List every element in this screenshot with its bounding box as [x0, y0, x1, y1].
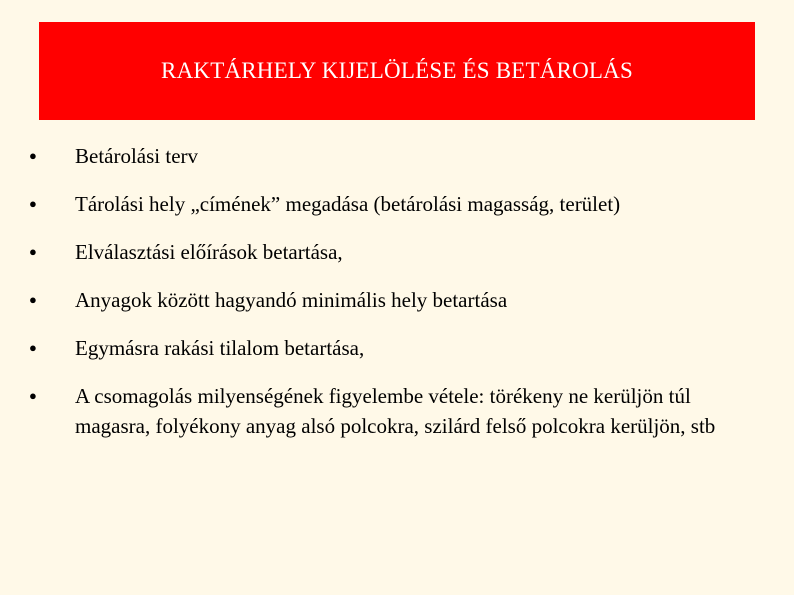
title-banner [39, 22, 755, 120]
bullet-item-5 [28, 333, 758, 363]
bullet-dot-icon: ● [29, 148, 37, 163]
bullet-dot-icon: ● [29, 244, 37, 259]
bullet-item-3 [28, 237, 758, 267]
bullet-item-1 [28, 141, 758, 171]
bullet-dot-icon: ● [29, 340, 37, 355]
bullet-dot-icon: ● [29, 388, 37, 403]
bullet-text-4: Anyagok között hagyandó minimális hely betartása [75, 288, 508, 312]
bullet-item-4 [28, 285, 758, 315]
slide-title: RAKTÁRHELY KIJELÖLÉSE ÉS BETÁROLÁS [161, 58, 633, 83]
bullet-item-2 [28, 189, 758, 219]
bullet-text-6: A csomagolás milyenségének figyelembe vétele: törékeny ne kerüljön túl magasra, folyékony anyag alsó polcokra, szilárd felső polcokra kerüljön, stb [75, 384, 716, 438]
bullet-item-6 [28, 381, 758, 441]
bullet-text-5: Egymásra rakási tilalom betartása, [75, 336, 365, 360]
bullet-text-2: Tárolási hely „címének” megadása (betárolási magasság, terület) [75, 192, 621, 216]
bullet-dot-icon: ● [29, 196, 37, 211]
bullet-text-1: Betárolási terv [75, 144, 199, 168]
bullet-dot-icon: ● [29, 292, 37, 307]
bullet-list [28, 141, 758, 441]
bullet-text-3: Elválasztási előírások betartása, [75, 240, 343, 264]
